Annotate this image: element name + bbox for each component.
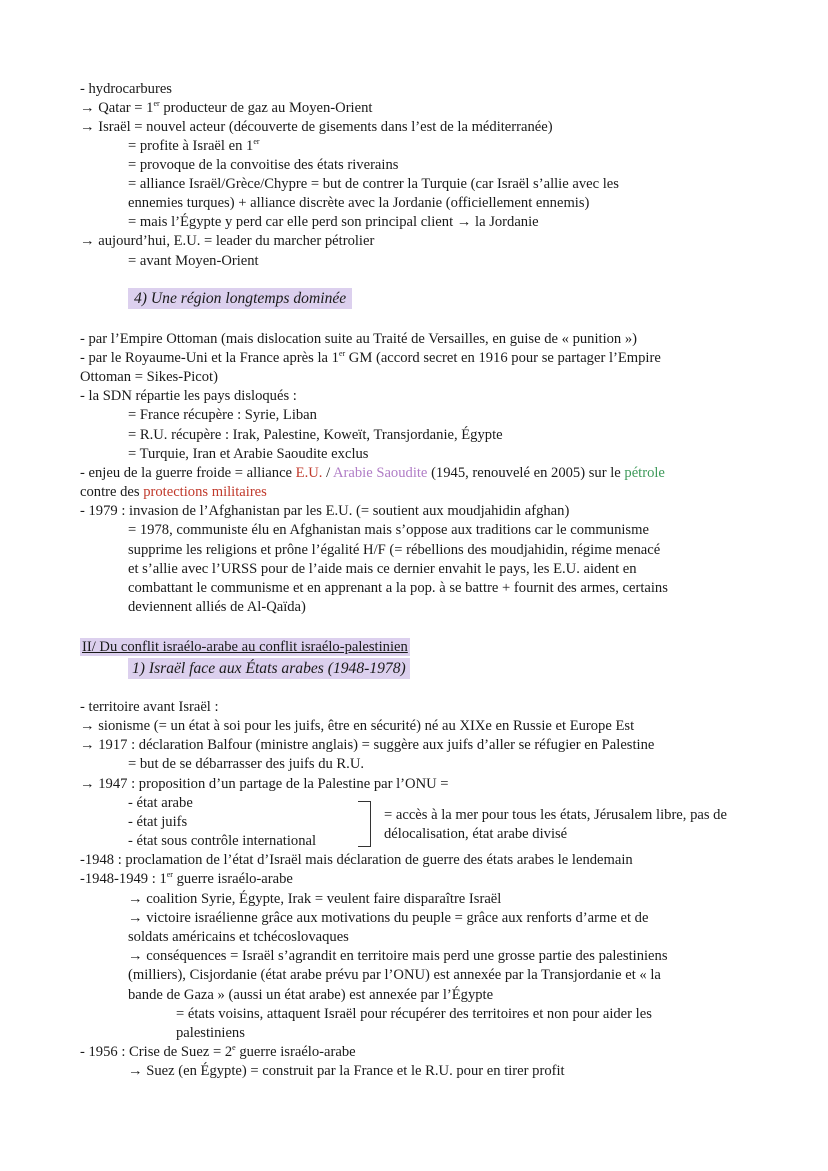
text-line: deviennent alliés de Al-Qaïda) — [128, 599, 306, 615]
text-line: = Turquie, Iran et Arabie Saoudite exclus — [128, 446, 369, 462]
text-line: soldats américains et tchécoslovaques — [128, 929, 349, 945]
text-line: = états voisins, attaquent Israël pour récupérer des territoires et non pour aider les — [176, 1006, 652, 1022]
highlight-arabie-saoudite: Arabie Saoudite — [332, 465, 428, 481]
text-line: → sionisme (= un état à soi pour les juifs, être en sécurité) né au XIXe en Russie et Europe Est — [80, 718, 635, 734]
text-line: Ottoman = Sikes-Picot) — [80, 369, 218, 385]
text-line: - 1979 : invasion de l’Afghanistan par les E.U. (= soutient aux moudjahidin afghan) — [80, 503, 570, 519]
text-line: = mais l’Égypte y perd car elle perd son principal client → la Jordanie — [128, 214, 539, 230]
list-item: - état juifs — [128, 814, 188, 830]
text-line: → coalition Syrie, Égypte, Irak = veulent faire disparaître Israël — [128, 891, 502, 907]
highlight-protections: protections militaires — [143, 484, 267, 500]
text-line: et s’allie avec l’URSS pour de l’aide mais ce dernier envahit le pays, les E.U. aident en — [128, 561, 637, 577]
text-line: - hydrocarbures — [80, 81, 172, 97]
text-line: - la SDN répartie les pays disloqués : — [80, 388, 297, 404]
text-line: -1948-1949 : 1er guerre israélo-arabe — [80, 870, 293, 887]
text-line: bande de Gaza » (aussi un état arabe) est annexée par l’Égypte — [128, 987, 494, 1003]
text-line: → Israël = nouvel acteur (découverte de gisements dans l’est de la méditerranée) — [80, 119, 553, 135]
highlight-petrole: pétrole — [624, 465, 665, 481]
text-line: = provoque de la convoitise des états riverains — [128, 157, 399, 173]
text-line: palestiniens — [176, 1025, 245, 1041]
text-line: → 1917 : déclaration Balfour (ministre anglais) = suggère aux juifs d’aller se réfugier en Palestine — [80, 737, 655, 753]
text-line: → victoire israélienne grâce aux motivations du peuple = grâce aux renforts d’arme et de — [128, 910, 649, 926]
list-item: - état arabe — [128, 795, 193, 811]
text-line: = avant Moyen-Orient — [128, 253, 259, 269]
text-line: supprime les religions et prône l’égalité H/F (= rébellions des moudjahidin, régime menacé — [128, 542, 661, 558]
text-line: → 1947 : proposition d’un partage de la Palestine par l’ONU = — [80, 776, 449, 792]
bracket-mark — [358, 801, 371, 847]
bracket-note: = accès à la mer pour tous les états, Jérusalem libre, pas de — [384, 807, 727, 823]
highlight-eu: E.U. — [295, 465, 323, 481]
bracket-note: délocalisation, état arabe divisé — [384, 826, 568, 842]
text-line: - 1956 : Crise de Suez = $2^e$ guerre israélo-arabe — [80, 1043, 356, 1060]
text-line: = R.U. récupère : Irak, Palestine, Koweït, Transjordanie, Égypte — [128, 427, 503, 443]
text-line: - territoire avant Israël : — [80, 699, 219, 715]
text-line: = 1978, communiste élu en Afghanistan mais s’oppose aux traditions car le communisme — [128, 522, 649, 538]
text-line: → aujourd’hui, E.U. = leader du marcher pétrolier — [80, 233, 375, 249]
text-line: = France récupère : Syrie, Liban — [128, 407, 317, 423]
text-line: -1948 : proclamation de l’état d’Israël mais déclaration de guerre des états arabes le lendemain — [80, 852, 633, 868]
text-line: - enjeu de la guerre froide = alliance E.U. / Arabie Saoudite (1945, renouvelé en 2005) sur le pétrole — [80, 465, 665, 481]
text-line: contre des protections militaires — [80, 484, 267, 500]
section-heading: 1) Israël face aux États arabes (1948-1978) — [128, 659, 410, 679]
text-line: = alliance Israël/Grèce/Chypre = but de contrer la Turquie (car Israël s’allie avec les — [128, 176, 619, 192]
text-line: = profite à Israël en 1er — [128, 137, 260, 154]
section-heading: 4) Une région longtemps dominée — [128, 289, 352, 309]
text-line: combattant le communisme et en apprenant a la pop. à se battre + fournit des armes, certains — [128, 580, 668, 596]
text-line: - par le Royaume-Uni et la France après la 1er GM (accord secret en 1916 pour se partager l’Empire — [80, 349, 661, 366]
text-line: - par l’Empire Ottoman (mais dislocation suite au Traité de Versailles, en guise de « punition ») — [80, 331, 638, 347]
chapter-title: II/ Du conflit israélo-arabe au conflit israélo-palestinien — [82, 639, 408, 655]
text-line: → conséquences = Israël s’agrandit en territoire mais perd une grosse partie des palestiniens — [128, 948, 668, 964]
text-line: ennemies turques) + alliance discrète avec la Jordanie (officiellement ennemis) — [128, 195, 590, 211]
text-line: → Suez (en Égypte) = construit par la France et le R.U. pour en tirer profit — [128, 1063, 565, 1079]
list-item: - état sous contrôle international — [128, 833, 317, 849]
text-line: (milliers), Cisjordanie (état arabe prévu par l’ONU) est annexée par la Transjordanie et « la — [128, 967, 661, 983]
text-line: → Qatar = 1er producteur de gaz au Moyen-Orient — [80, 99, 373, 116]
text-line: = but de se débarrasser des juifs du R.U. — [128, 756, 365, 772]
